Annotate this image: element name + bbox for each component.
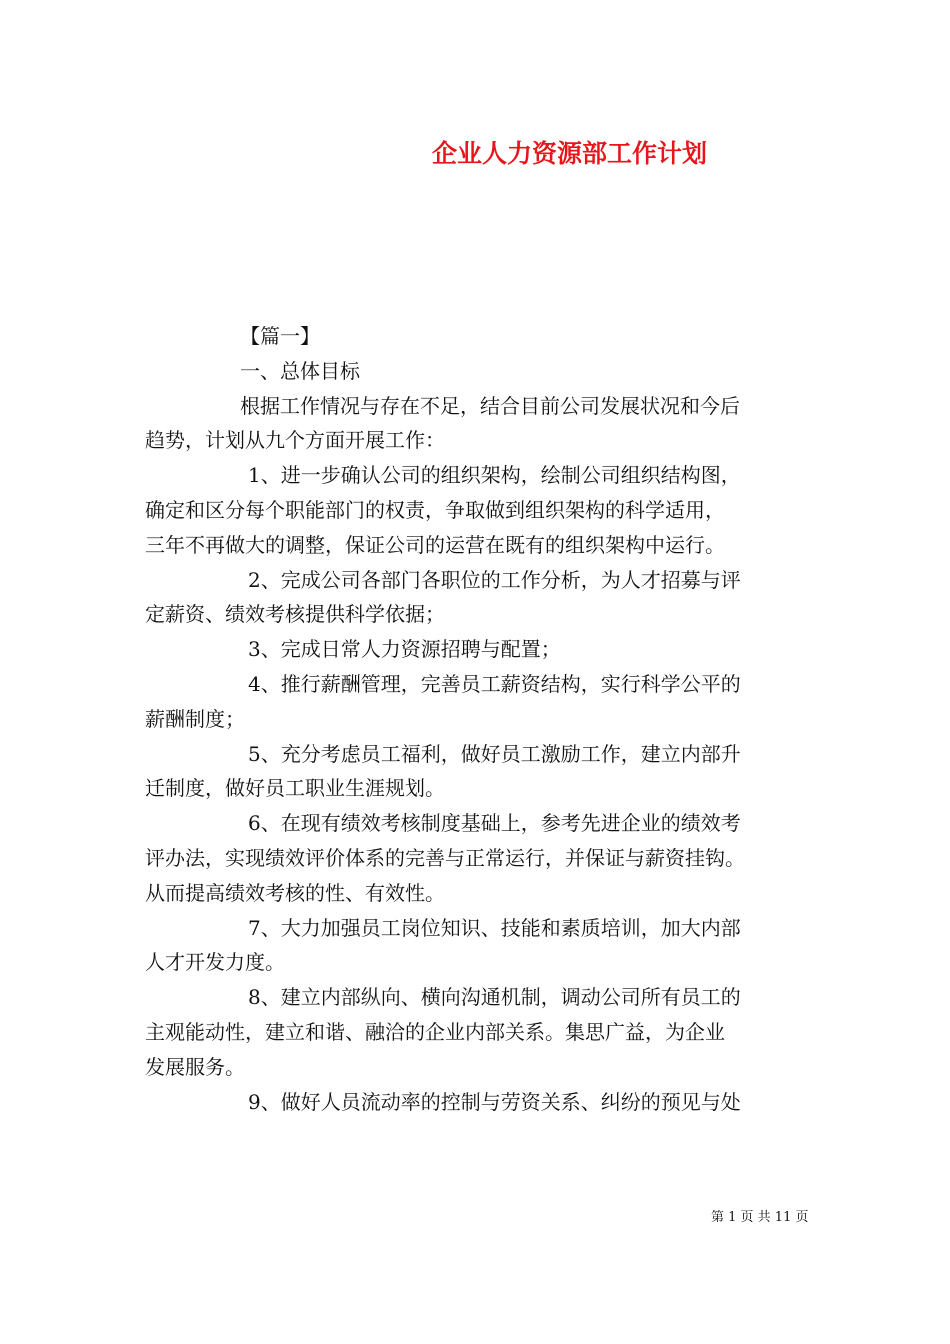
text-line: 3、完成日常人力资源招聘与配置； bbox=[248, 637, 561, 662]
text-line: 主观能动性，建立和谐、融洽的企业内部关系。集思广益，为企业 bbox=[145, 1019, 725, 1044]
text-line: 趋势，计划从九个方面开展工作： bbox=[145, 428, 445, 453]
text-line: 【篇一】 bbox=[240, 324, 320, 348]
text-line: 确定和区分每个职能部门的权责，争取做到组织架构的科学适用， bbox=[145, 497, 725, 522]
document-body bbox=[145, 319, 810, 1119]
document-title: 企业人力资源部工作计划 bbox=[432, 139, 708, 168]
text-line: 迁制度，做好员工职业生涯规划。 bbox=[145, 776, 445, 801]
text-line: 一、总体目标 bbox=[240, 358, 360, 383]
text-line: 9、做好人员流动率的控制与劳资关系、纠纷的预见与处 bbox=[248, 1089, 741, 1114]
text-line: 评办法，实现绩效评价体系的完善与正常运行，并保证与薪资挂钩。 bbox=[145, 845, 745, 870]
text-line: 薪酬制度； bbox=[145, 706, 245, 731]
text-line: 1、进一步确认公司的组织架构，绘制公司组织结构图， bbox=[248, 463, 741, 488]
text-line: 定薪资、绩效考核提供科学依据； bbox=[145, 602, 445, 627]
text-line: 三年不再做大的调整，保证公司的运营在既有的组织架构中运行。 bbox=[145, 532, 725, 557]
text-line: 人才开发力度。 bbox=[145, 950, 285, 975]
text-line: 4、推行薪酬管理，完善员工薪资结构，实行科学公平的 bbox=[248, 671, 741, 696]
text-line: 6、在现有绩效考核制度基础上，参考先进企业的绩效考 bbox=[248, 811, 741, 836]
page-footer: 第 1 页 共 11 页 bbox=[711, 1210, 809, 1225]
text-line: 根据工作情况与存在不足，结合目前公司发展状况和今后 bbox=[240, 393, 740, 418]
text-line: 8、建立内部纵向、横向沟通机制，调动公司所有员工的 bbox=[248, 985, 741, 1010]
text-line: 2、完成公司各部门各职位的工作分析，为人才招募与评 bbox=[248, 567, 741, 592]
text-line: 7、大力加强员工岗位知识、技能和素质培训，加大内部 bbox=[248, 915, 741, 940]
text-line: 5、充分考虑员工福利，做好员工激励工作，建立内部升 bbox=[248, 741, 741, 766]
text-line: 发展服务。 bbox=[145, 1054, 245, 1079]
text-line: 从而提高绩效考核的性、有效性。 bbox=[145, 880, 445, 905]
